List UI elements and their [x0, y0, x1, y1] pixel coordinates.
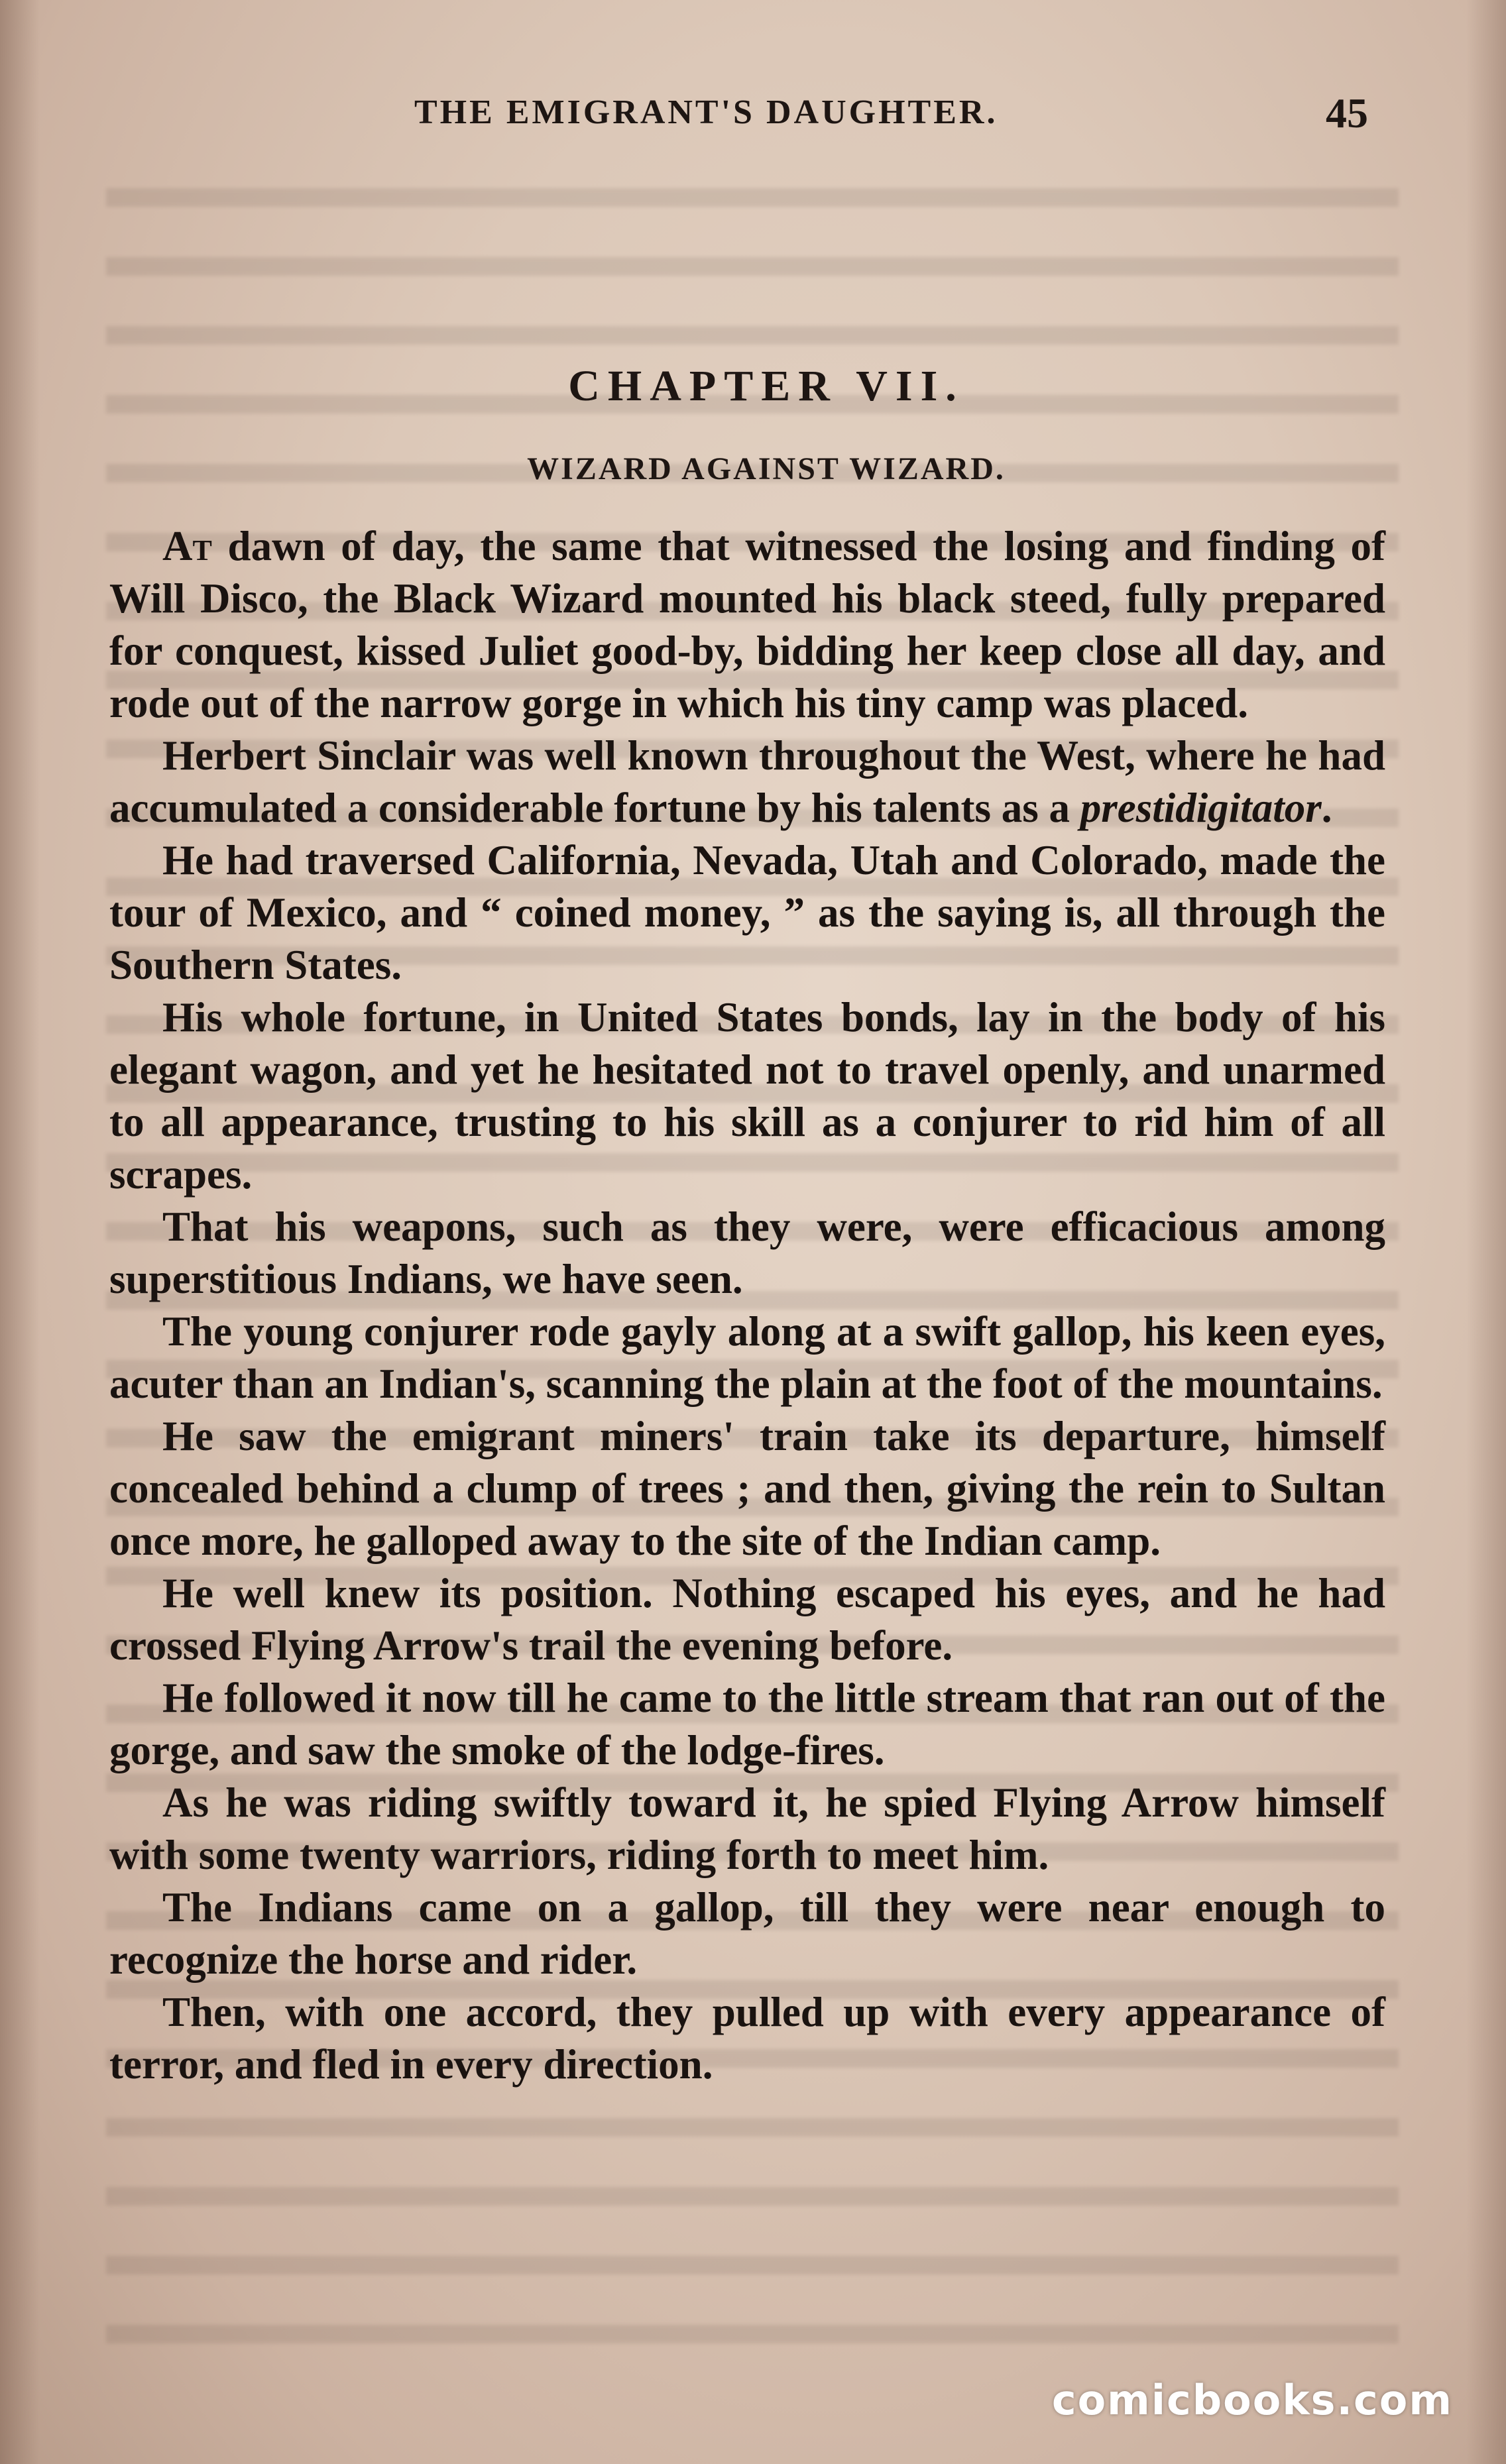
paragraph: [109, 520, 1385, 730]
paragraph-text: dawn of day, the same that witnessed the losing and finding of Will Disco, the Black Wizard mounted his black steed, fully prepared for conquest, kissed Juliet good-by, bidding her keep close all day, and rode out of the narrow gorge in which his tiny camp was placed.: [109, 523, 1385, 726]
paragraph: The Indians came on a gallop, till they were near enough to recognize the horse and rider.: [109, 1884, 1385, 1983]
paragraph-text: .: [1321, 785, 1332, 831]
paragraph: His whole fortune, in United States bonds, lay in the body of his elegant wagon, and yet he hesitated not to travel openly, and unarmed to all appearance, trusting to his skill as a conjurer to rid him of all scrapes.: [109, 994, 1385, 1198]
italic-term: prestidigitator: [1080, 785, 1322, 831]
chapter-body: [109, 520, 1385, 2091]
paragraph: He well knew its position. Nothing escaped his eyes, and he had crossed Flying Arrow's trail the evening before.: [109, 1570, 1385, 1669]
paragraph: As he was riding swiftly toward it, he spied Flying Arrow himself with some twenty warriors, riding forth to meet him.: [109, 1779, 1385, 1878]
page-number: 45: [1326, 89, 1368, 137]
paragraph-text: Herbert Sinclair was well known throughout the West, where he had accumulated a considerable fortune by his talents as a: [109, 732, 1385, 831]
paragraph: The young conjurer rode gayly along at a swift gallop, his keen eyes, acuter than an Indian's, scanning the plain at the foot of the mountains.: [109, 1308, 1385, 1407]
running-head: THE EMIGRANT'S DAUGHTER.: [414, 93, 998, 131]
paragraph: He saw the emigrant miners' train take its departure, himself concealed behind a clump of trees ; and then, giving the rein to Sultan once more, he galloped away to the site of the Indian camp.: [109, 1413, 1385, 1564]
paragraph: He had traversed California, Nevada, Utah and Colorado, made the tour of Mexico, and “ coined money, ” as the saying is, all through the Southern States.: [109, 837, 1385, 988]
paragraph: He followed it now till he came to the little stream that ran out of the gorge, and saw the smoke of the lodge-fires.: [109, 1675, 1385, 1773]
chapter-subtitle: WIZARD AGAINST WIZARD.: [527, 451, 1006, 486]
paragraph: That his weapons, such as they were, were efficacious among superstitious Indians, we have seen.: [109, 1204, 1385, 1302]
chapter-title: CHAPTER VII.: [568, 362, 964, 410]
paragraph: Then, with one accord, they pulled up with every appearance of terror, and fled in every direction.: [109, 1989, 1385, 2088]
paragraph: [109, 730, 1385, 834]
site-watermark: comicbooks.com: [1051, 2376, 1453, 2424]
paragraph-lead-word: At: [162, 523, 212, 569]
